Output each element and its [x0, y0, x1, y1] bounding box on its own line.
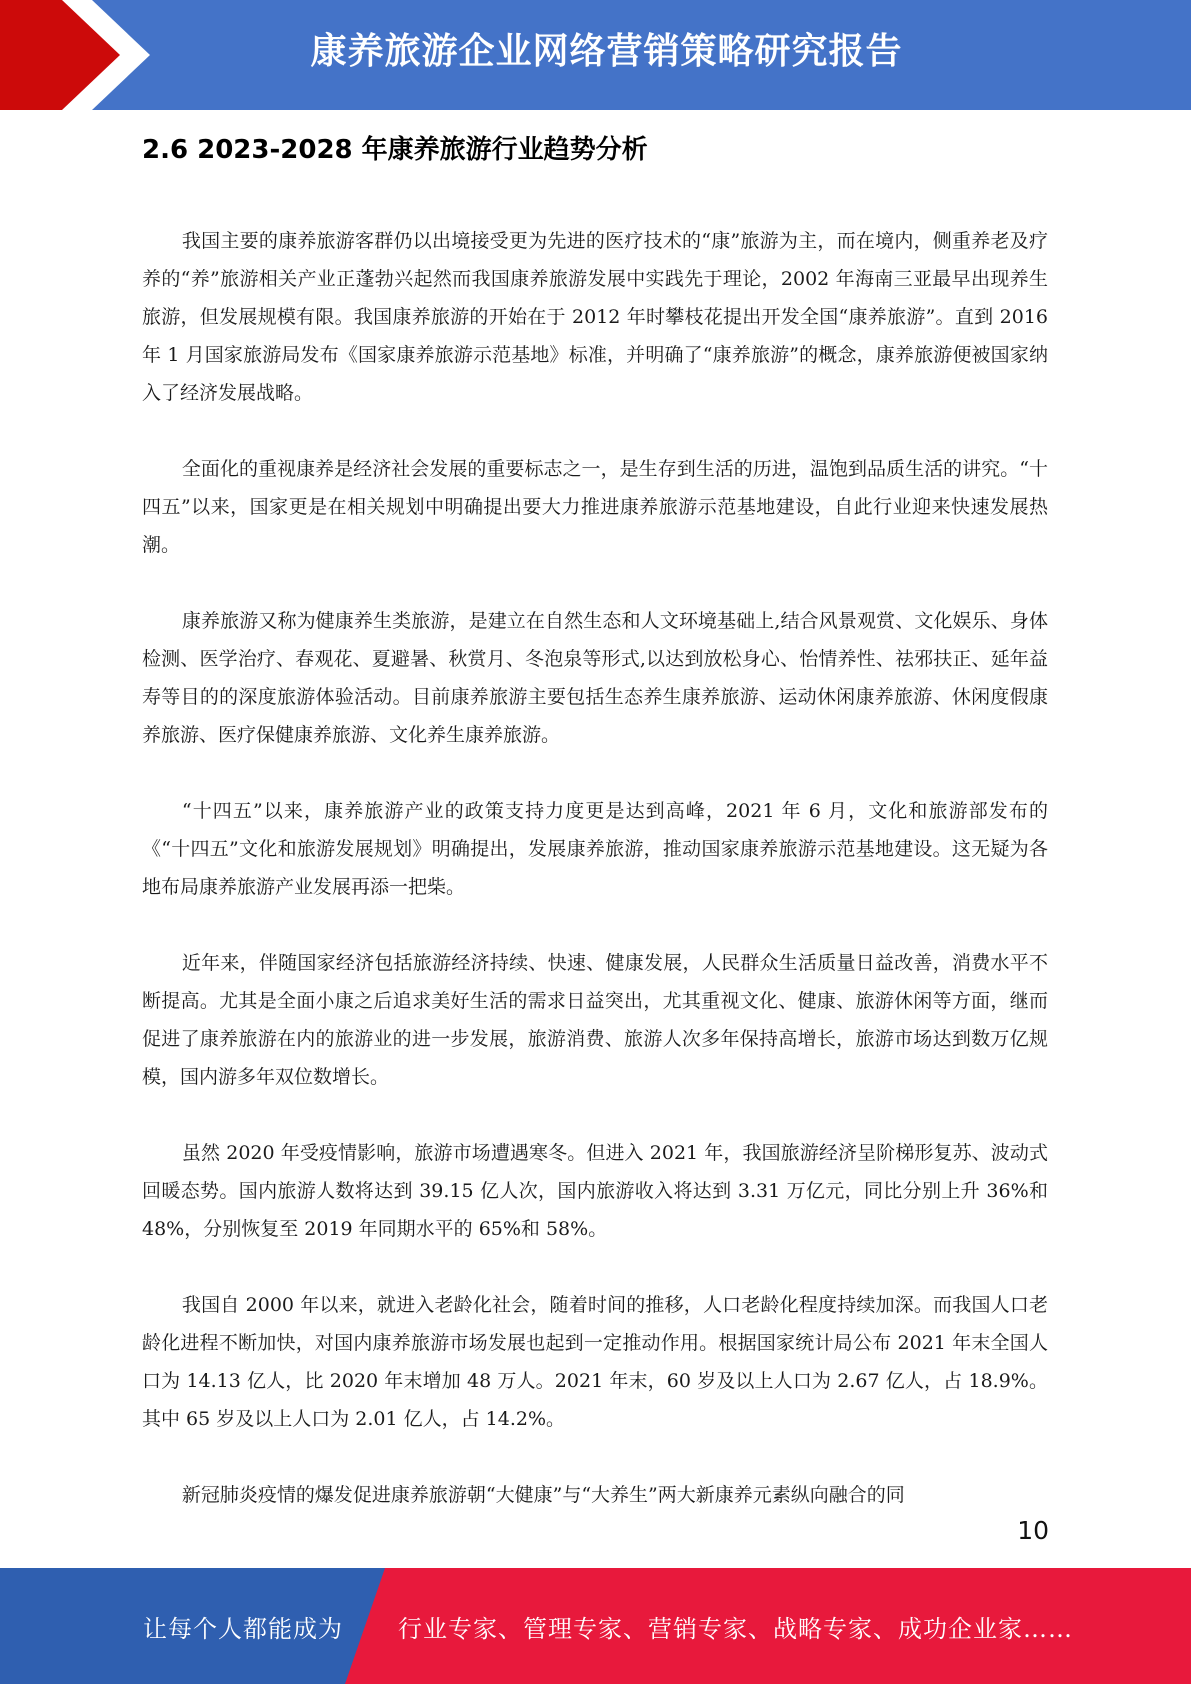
paragraph: 全面化的重视康养是经济社会发展的重要标志之一，是生存到生活的历进，温饱到品质生活的讲究。“十四五”以来，国家更是在相关规划中明确提出要大力推进康养旅游示范基地建设，自此行业迎来快速发展热潮。	[142, 458, 1048, 556]
page-footer	[0, 1568, 1191, 1684]
paragraph: 虽然 2020 年受疫情影响，旅游市场遭遇寒冬。但进入 2021 年，我国旅游经济呈阶梯形复苏、波动式回暖态势。国内旅游人数将达到 39.15 亿人次，国内旅游收入将达到 3.31 万亿元，同比分别上升 36%和 48%，分别恢复至 2019 年同期水平的 65%和 58%。	[142, 1142, 1048, 1240]
paragraph: 新冠肺炎疫情的爆发促进康养旅游朝“大健康”与“大养生”两大新康养元素纵向融合的同	[181, 1484, 905, 1506]
paragraph: “十四五”以来，康养旅游产业的政策支持力度更是达到高峰，2021 年 6 月，文化和旅游部发布的《“十四五”文化和旅游发展规划》明确提出，发展康养旅游，推动国家康养旅游示范基地建设。这无疑为各地布局康养旅游产业发展再添一把柴。	[142, 800, 1048, 898]
body-text	[142, 222, 1048, 1514]
report-title: 康养旅游企业网络营销策略研究报告	[310, 31, 903, 72]
page-number: 10	[1017, 1516, 1049, 1545]
page-header	[0, 0, 1191, 110]
paragraph: 我国自 2000 年以来，就进入老龄化社会，随着时间的推移，人口老龄化程度持续加深。而我国人口老龄化进程不断加快，对国内康养旅游市场发展也起到一定推动作用。根据国家统计局公布 2021 年末全国人口为 14.13 亿人，比 2020 年末增加 48 万人。2021 年末，60 岁及以上人口为 2.67 亿人，占 18.9%。其中 65 岁及以上人口为 2.01 亿人，占 14.2%。	[142, 1294, 1048, 1430]
footer-slogan-left: 让每个人都能成为	[143, 1615, 343, 1643]
footer-slogan-right: 行业专家、管理专家、营销专家、战略专家、成功企业家……	[398, 1615, 1073, 1643]
section-heading: 2.6 2023-2028 年康养旅游行业趋势分析	[142, 135, 648, 165]
paragraph: 我国主要的康养旅游客群仍以出境接受更为先进的医疗技术的“康”旅游为主，而在境内，侧重养老及疗养的“养”旅游相关产业正蓬勃兴起然而我国康养旅游发展中实践先于理论，2002 年海南三亚最早出现养生旅游，但发展规模有限。我国康养旅游的开始在于 2012 年时攀枝花提出开发全国“康养旅游”。直到 2016 年 1 月国家旅游局发布《国家康养旅游示范基地》标准，并明确了“康养旅游”的概念，康养旅游便被国家纳入了经济发展战略。	[142, 230, 1048, 404]
paragraph: 近年来，伴随国家经济包括旅游经济持续、快速、健康发展，人民群众生活质量日益改善，消费水平不断提高。尤其是全面小康之后追求美好生活的需求日益突出，尤其重视文化、健康、旅游休闲等方面，继而促进了康养旅游在内的旅游业的进一步发展，旅游消费、旅游人次多年保持高增长，旅游市场达到数万亿规模，国内游多年双位数增长。	[142, 952, 1048, 1088]
paragraph: 康养旅游又称为健康养生类旅游，是建立在自然生态和人文环境基础上,结合风景观赏、文化娱乐、身体检测、医学治疗、春观花、夏避暑、秋赏月、冬泡泉等形式,以达到放松身心、怡情养性、祛邪扶正、延年益寿等目的的深度旅游体验活动。目前康养旅游主要包括生态养生康养旅游、运动休闲康养旅游、休闲度假康养旅游、医疗保健康养旅游、文化养生康养旅游。	[142, 610, 1048, 746]
